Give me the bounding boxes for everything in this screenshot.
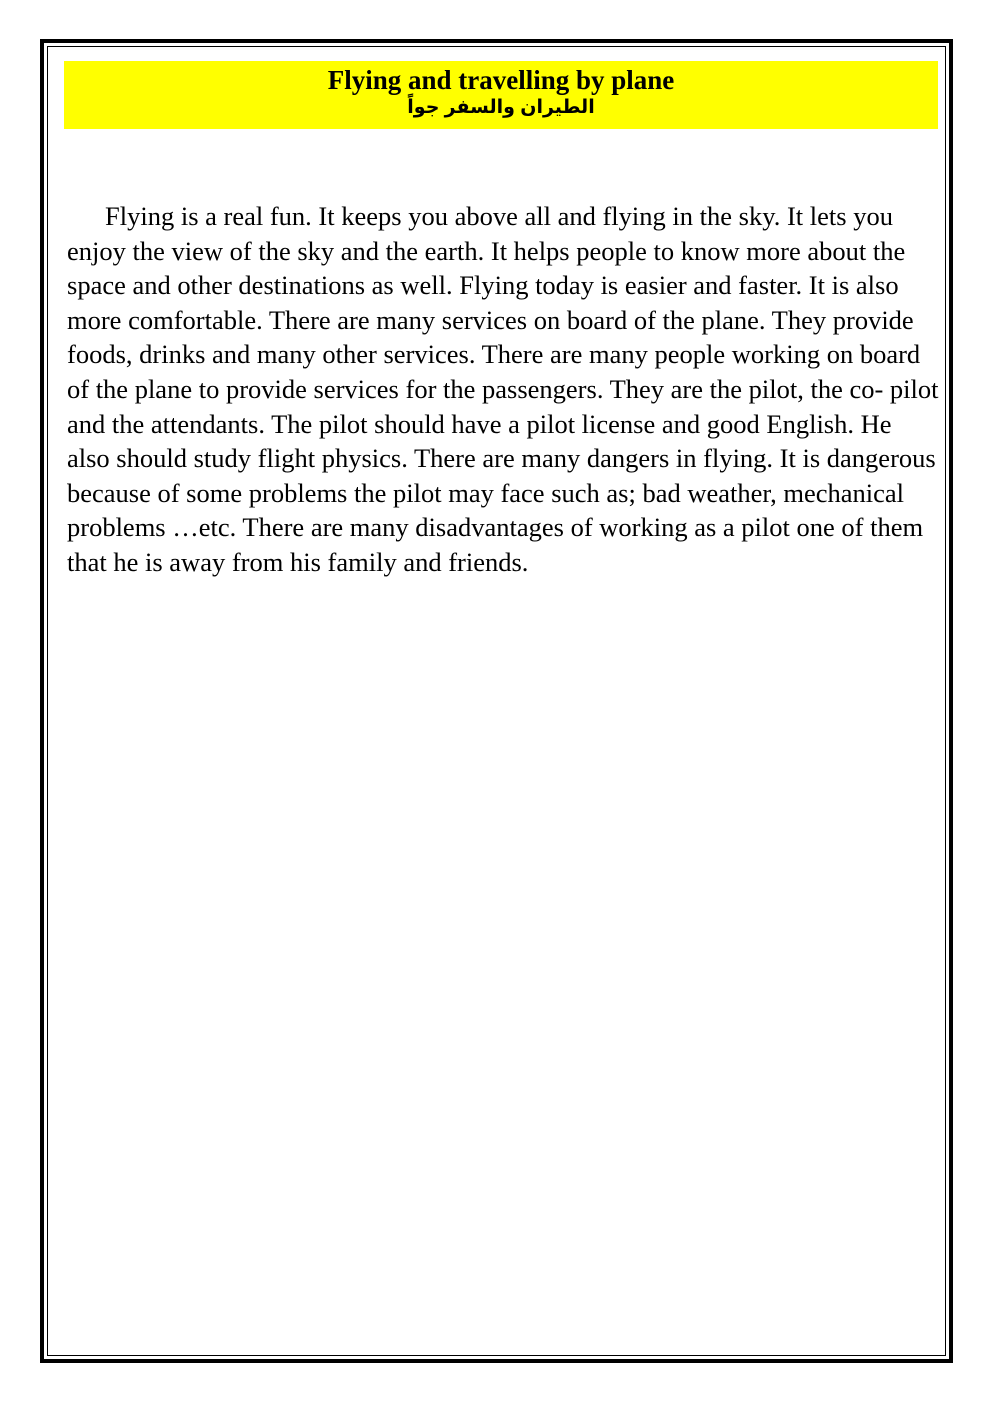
title-banner bbox=[64, 61, 938, 129]
title-arabic: الطيران والسفر جواً bbox=[407, 97, 595, 118]
essay-paragraph: Flying is a real fun. It keeps you above all and flying in the sky. It lets you enjoy the view of the sky and the earth. It helps people to know more about the space and other destinations as well. Flying today is easier and faster. It is also more comfortable. There are many services on board of the plane. They provide foods, drinks and many other services. There are many people working on board of the plane to provide services for the passengers. They are the pilot, the co- pilot and the attendants. The pilot should have a pilot license and good English. He also should study flight physics. There are many dangers in flying. It is dangerous because of some problems the pilot may face such as; bad weather, mechanical problems …etc. There are many disadvantages of working as a pilot one of them that he is away from his family and friends. bbox=[67, 201, 939, 577]
title-english: Flying and travelling by plane bbox=[327, 65, 675, 95]
